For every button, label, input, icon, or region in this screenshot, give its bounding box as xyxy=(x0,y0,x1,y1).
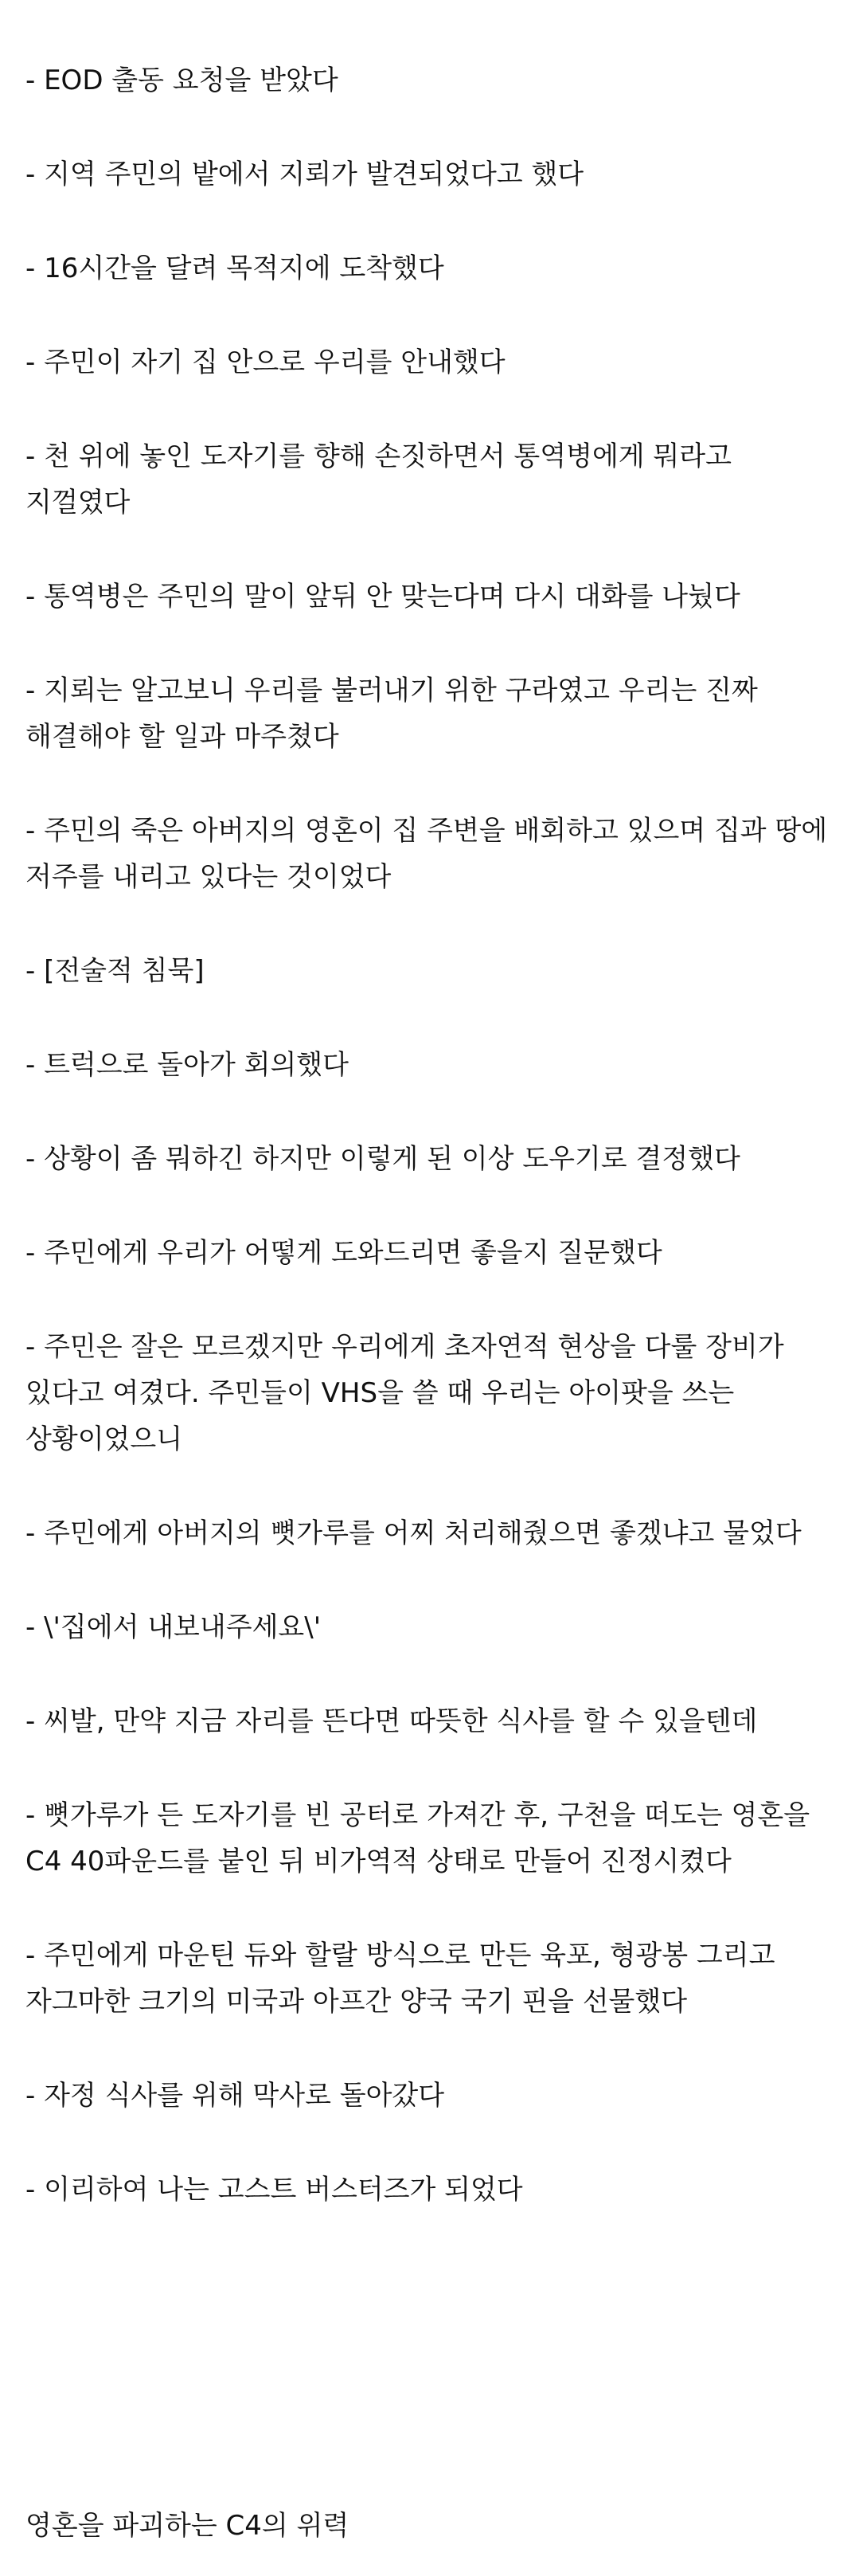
story-line: - 16시간을 달려 목적지에 도착했다 xyxy=(25,253,444,284)
story-line: - 지역 주민의 밭에서 지뢰가 발견되었다고 했다 xyxy=(25,159,584,190)
story-line: - 이리하여 나는 고스트 버스터즈가 되었다 xyxy=(25,2174,523,2206)
story-line: - 씨발, 만약 지금 자리를 뜬다면 따뜻한 식사를 할 수 있을텐데 xyxy=(25,1705,758,1737)
story-line: - 주민에게 마운틴 듀와 할랄 방식으로 만든 육포, 형광봉 그리고 자그마한 크기의 미국과 아프간 양국 국기 핀을 선물했다 xyxy=(25,1940,775,2018)
story-line: - 통역병은 주민의 말이 앞뒤 안 맞는다며 다시 대화를 나눴다 xyxy=(25,581,740,613)
story-line: - [전술적 침묵] xyxy=(25,955,205,987)
story-line: - 주민에게 아버지의 뼛가루를 어찌 처리해줬으면 좋겠냐고 물었다 xyxy=(25,1517,802,1549)
story-line: - 주민에게 우리가 어떻게 도와드리면 좋을지 질문했다 xyxy=(25,1237,662,1269)
story-line: - 자정 식사를 위해 막사로 돌아갔다 xyxy=(25,2080,445,2112)
story-line: - \'집에서 내보내주세요\' xyxy=(25,1611,322,1643)
story-line: - 트럭으로 돌아가 회의했다 xyxy=(25,1049,349,1081)
story-line: - 상황이 좀 뭐하긴 하지만 이렇게 된 이상 도우기로 결정했다 xyxy=(25,1143,740,1175)
story-line: - EOD 출동 요청을 받았다 xyxy=(25,65,338,96)
story-line: - 지뢰는 알고보니 우리를 불러내기 위한 구라였고 우리는 진짜 해결해야 할 일과 마주쳤다 xyxy=(25,675,758,753)
story-line: - 주민이 자기 집 안으로 우리를 안내했다 xyxy=(25,346,506,378)
story-line: - 주민은 잘은 모르겠지만 우리에게 초자연적 현상을 다룰 장비가 있다고 여겼다. 주민들이 VHS을 쓸 때 우리는 아이팟을 쓰는 상황이었으니 xyxy=(25,1331,784,1455)
story-line: - 천 위에 놓인 도자기를 향해 손짓하면서 통역병에게 뭐라고 지껄였다 xyxy=(25,440,732,519)
story-line: - 주민의 죽은 아버지의 영혼이 집 주변을 배회하고 있으며 집과 땅에 저주를 내리고 있다는 것이었다 xyxy=(25,815,828,893)
image-caption: 영혼을 파괴하는 C4의 위력 xyxy=(25,2510,349,2542)
story-line: - 뼛가루가 든 도자기를 빈 공터로 가져간 후, 구천을 떠도는 영혼을 C4 40파운드를 붙인 뒤 비가역적 상태로 만들어 진정시켰다 xyxy=(25,1799,810,1877)
story-lines xyxy=(25,57,834,2213)
